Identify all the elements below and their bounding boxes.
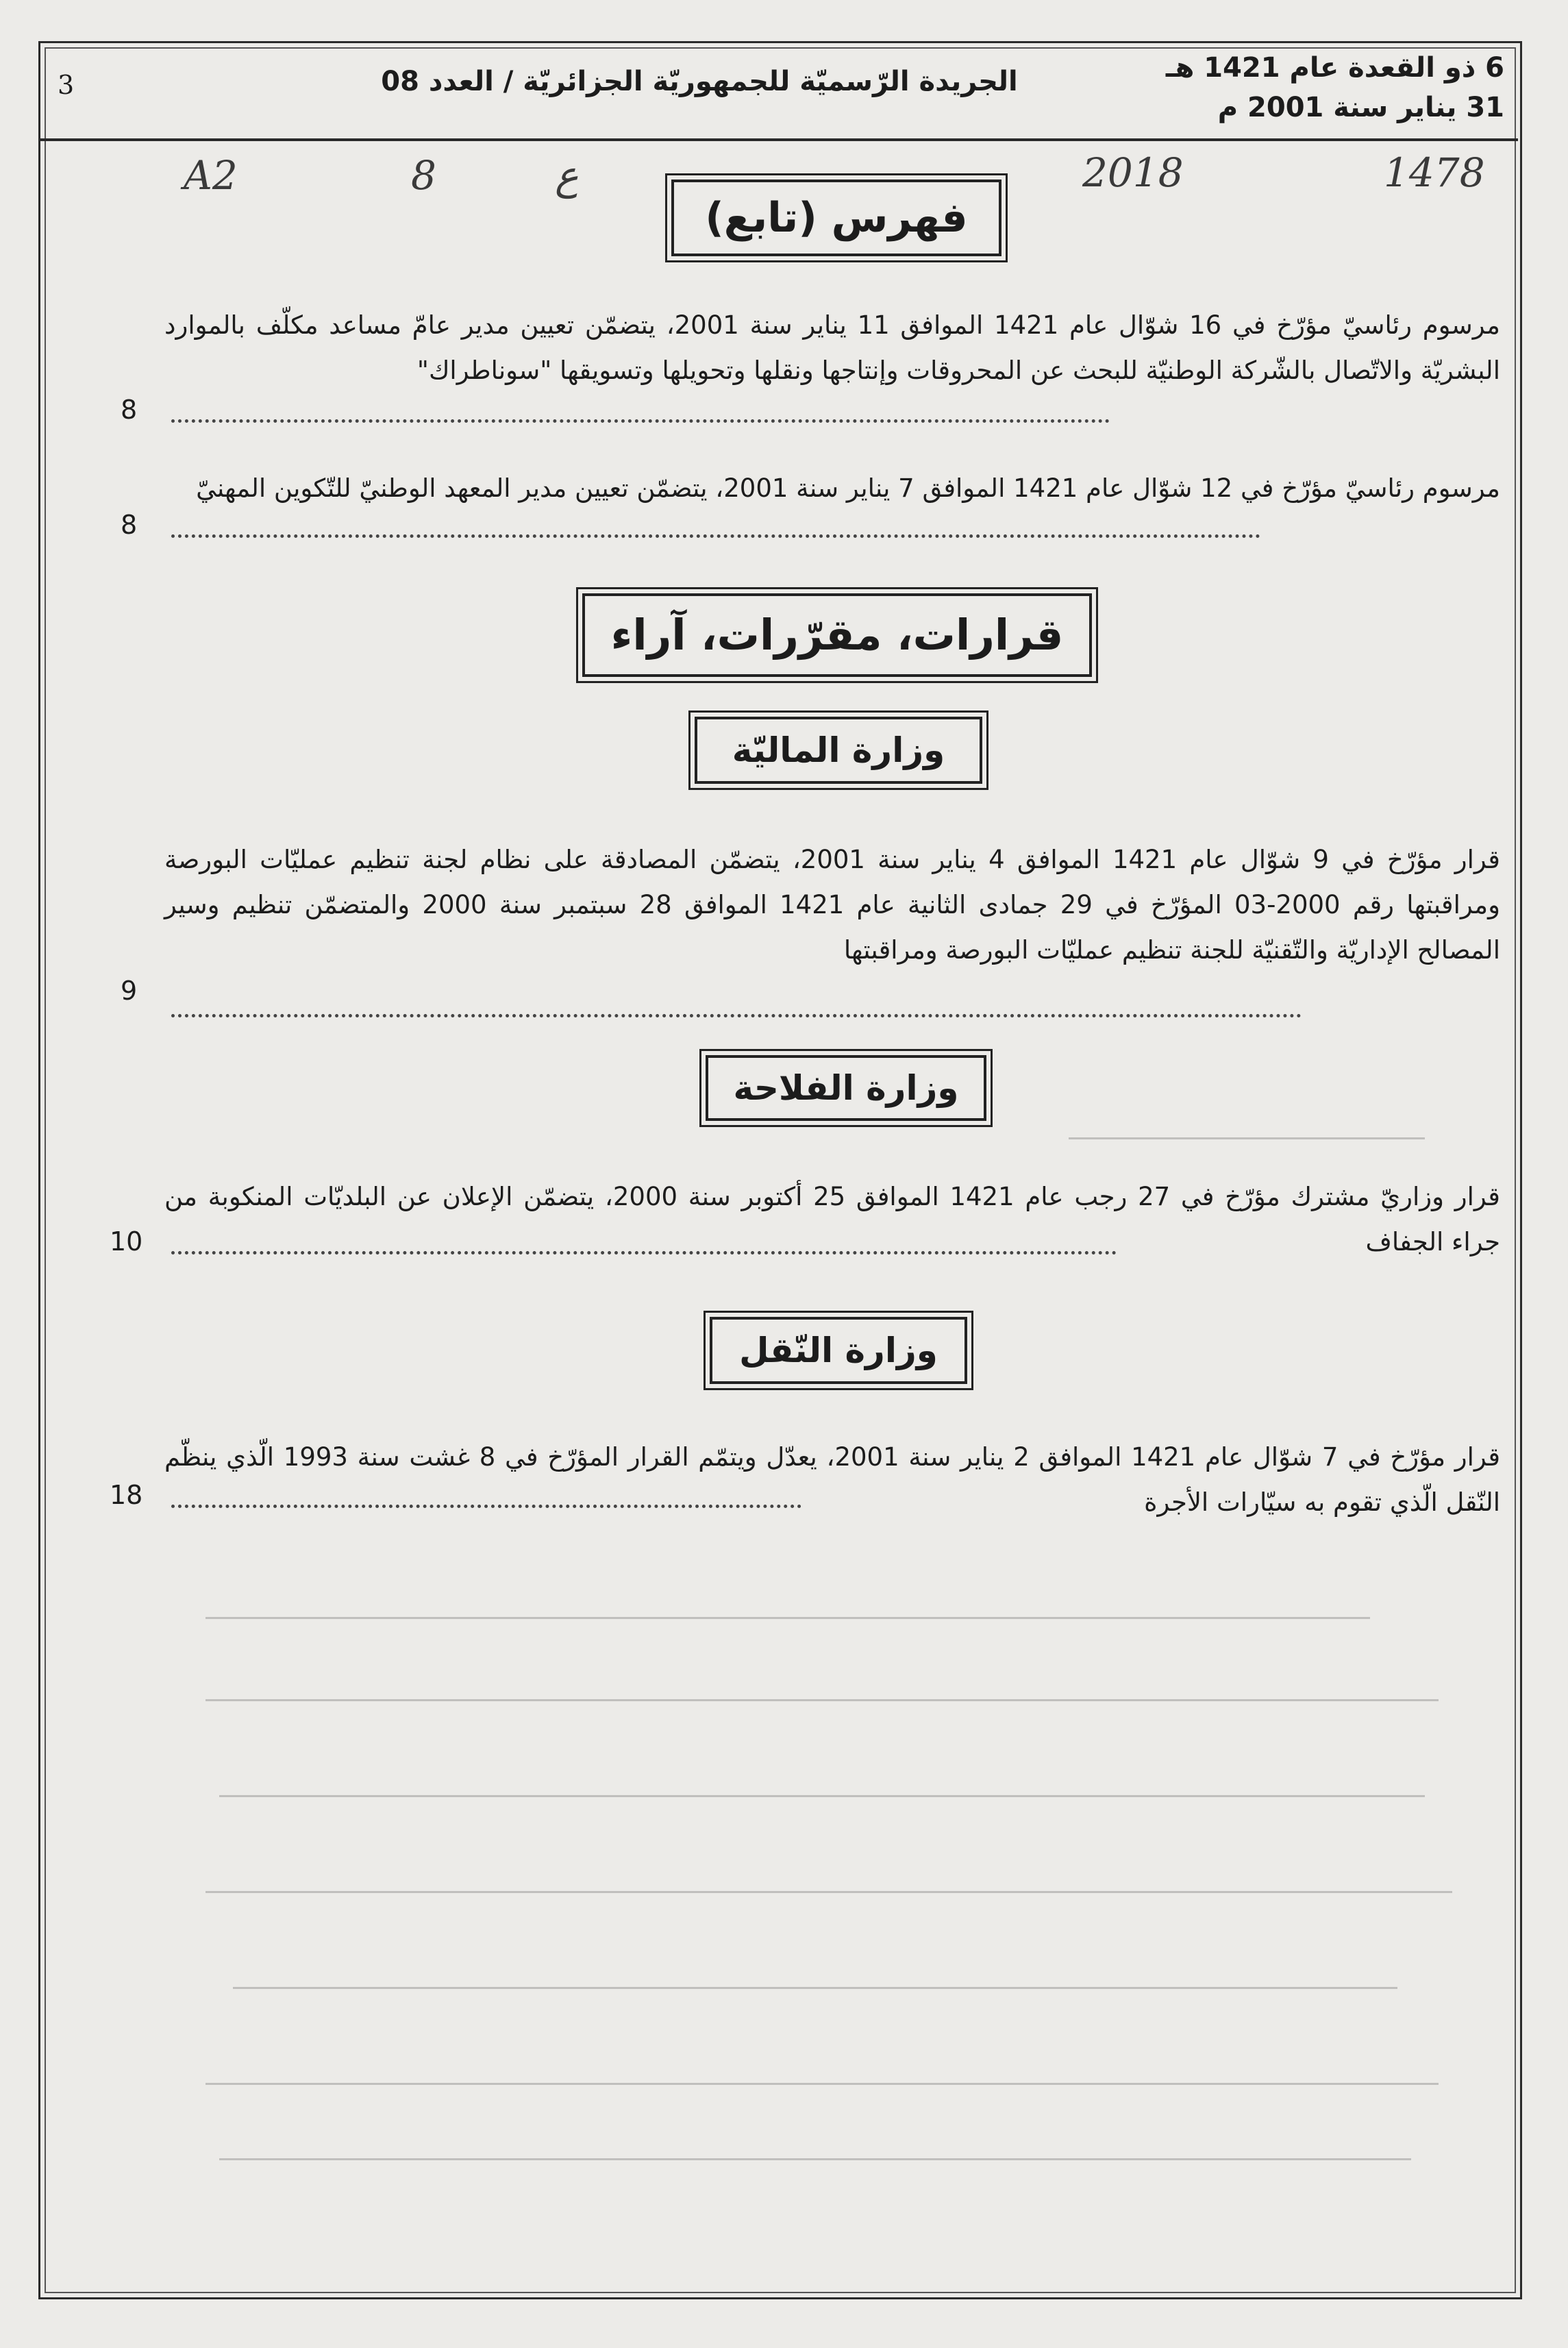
toc-page-number: 18 — [110, 1480, 143, 1510]
leader-dots — [171, 1014, 1302, 1017]
header-date-gregorian: 31 يناير سنة 2001 م — [1217, 92, 1504, 123]
handwritten-note: 1478 — [1384, 149, 1485, 196]
leader-dots — [171, 1251, 1117, 1255]
index-title-box: فهرس (تابع) — [671, 180, 1001, 256]
toc-entry — [164, 837, 1500, 973]
toc-entry-text: قرار وزاريّ مشترك مؤرّخ في 27 رجب عام 1421 الموافق 25 أكتوبر سنة 2000، يتضمّن الإعلان عن البلديّات المنكوبة من جراء الجفاف — [164, 1182, 1500, 1257]
handwritten-note: ع — [555, 152, 579, 199]
toc-entry — [164, 1435, 1500, 1525]
toc-entry — [164, 303, 1500, 393]
header-journal-title: الجريدة الرّسميّة للجمهوريّة الجزائريّة / العدد 08 — [381, 66, 1018, 97]
header-date-hijri: 6 ذو القعدة عام 1421 هـ — [1165, 52, 1504, 84]
handwritten-note: 2018 — [1082, 149, 1184, 196]
leader-dots — [171, 419, 1110, 423]
toc-page-number: 8 — [121, 510, 138, 540]
toc-entry-text: قرار مؤرّخ في 9 شوّال عام 1421 الموافق 4 يناير سنة 2001، يتضمّن المصادقة على نظام لجنة تنظيم عمليّات البورصة ومراقبتها رقم 2000-03 المؤرّخ في 29 جمادى الثانية عام 1421 الموافق 28 سبتمبر سنة 2000 والمتضمّن تنظيم وسير المصالح الإداريّة والتّقنيّة للجنة تنظيم عمليّات البورصة ومراقبتها — [164, 845, 1500, 965]
leader-dots — [171, 534, 1260, 538]
toc-entry — [164, 466, 1500, 511]
ministry-title-agriculture: وزارة الفلاحة — [706, 1055, 986, 1121]
page-header — [38, 41, 1518, 141]
toc-page-number: 10 — [110, 1226, 143, 1257]
toc-page-number: 9 — [121, 976, 138, 1006]
toc-entry-text: مرسوم رئاسيّ مؤرّخ في 16 شوّال عام 1421 الموافق 11 يناير سنة 2001، يتضمّن تعيين مدير عامّ مساعد مكلّف بالموارد البشريّة والاتّصال بالشّركة الوطنيّة للبحث عن المحروقات وإنتاجها ونقلها وتحويلها وتسويقها "سوناطراك" — [164, 310, 1500, 385]
ministry-title-transport: وزارة النّقل — [710, 1317, 967, 1384]
toc-entry-text: قرار مؤرّخ في 7 شوّال عام 1421 الموافق 2 يناير سنة 2001، يعدّل ويتمّم القرار المؤرّخ في 8 غشت سنة 1993 الّذي ينظّم النّقل الّذي تقوم به سيّارات الأجرة — [164, 1442, 1501, 1517]
ministry-title-finance: وزارة الماليّة — [695, 717, 982, 784]
section-title-box: قرارات، مقرّرات، آراء — [582, 593, 1092, 677]
leader-dots — [171, 1505, 801, 1508]
handwritten-note: 8 — [411, 152, 436, 199]
header-page-number: 3 — [58, 70, 75, 100]
toc-entry-text: مرسوم رئاسيّ مؤرّخ في 12 شوّال عام 1421 الموافق 7 يناير سنة 2001، يتضمّن تعيين مدير المعهد الوطنيّ للتّكوين المهنيّ — [196, 473, 1500, 503]
handwritten-note: A2 — [184, 152, 238, 199]
toc-page-number: 8 — [121, 395, 138, 425]
